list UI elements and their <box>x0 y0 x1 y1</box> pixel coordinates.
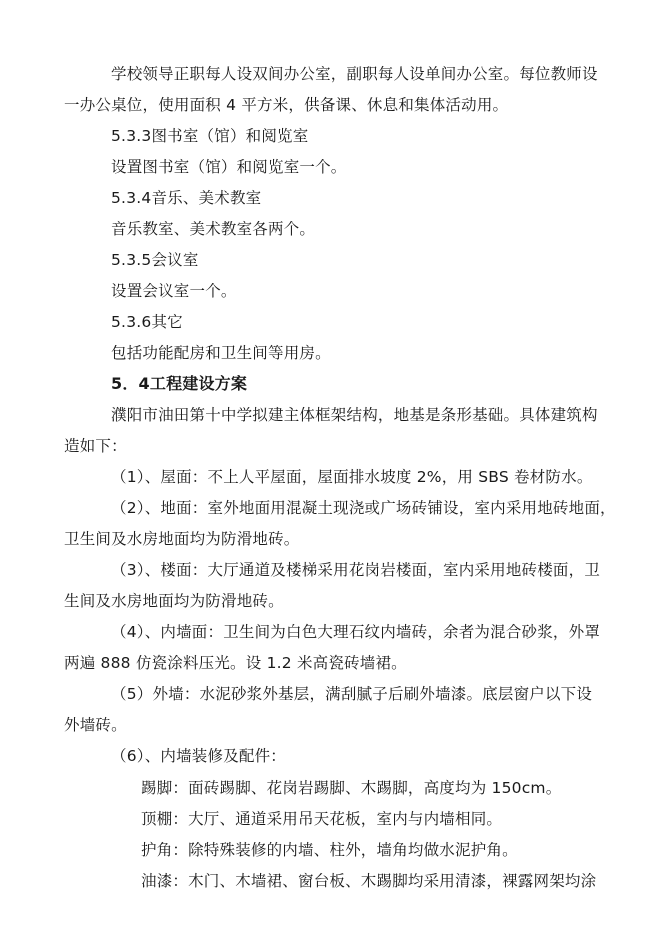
section-533-body: 设置图书室（馆）和阅览室一个。 <box>111 158 347 176</box>
section-534-body: 音乐教室、美术教室各两个。 <box>111 220 316 238</box>
item-outer-wall-line-1: （5）外墙：水泥砂浆外基层，满刮腻子后刷外墙漆。底层窗户以下设 <box>111 685 593 703</box>
decoration-corner-guard: 护角：除特殊装修的内墙、柱外，墙角均做水泥护角。 <box>141 841 518 859</box>
section-536-title: 5.3.6其它 <box>111 313 183 331</box>
intro-line-1: 濮阳市油田第十中学拟建主体框架结构，地基是条形基础。具体建筑构 <box>111 406 598 424</box>
item-outer-wall-line-2: 外墙砖。 <box>64 716 127 734</box>
office-paragraph-line-2: 一办公桌位，使用面积 4 平方米，供备课、休息和集体活动用。 <box>64 96 509 114</box>
item-roof: （1）、屋面：不上人平屋面，屋面排水坡度 2%，用 SBS 卷材防水。 <box>111 468 593 486</box>
section-536-body: 包括功能配房和卫生间等用房。 <box>111 344 331 362</box>
section-534-title: 5.3.4音乐、美术教室 <box>111 189 262 207</box>
item-inner-wall-line-1: （4）、内墙面：卫生间为白色大理石纹内墙砖，余者为混合砂浆，外罩 <box>111 623 601 641</box>
item-floor-line-2: 生间及水房地面均为防滑地砖。 <box>64 592 284 610</box>
item-inner-wall-line-2: 两遍 888 仿瓷涂料压光。设 1.2 米高瓷砖墙裙。 <box>64 654 407 672</box>
item-ground-line-2: 卫生间及水房地面均为防滑地砖。 <box>64 530 300 548</box>
section-533-title: 5.3.3图书室（馆）和阅览室 <box>111 127 309 145</box>
item-decoration: （6）、内墙装修及配件： <box>111 747 287 765</box>
decoration-skirting: 踢脚：面砖踢脚、花岗岩踢脚、木踢脚，高度均为 150cm。 <box>141 779 562 797</box>
section-54-heading: 5．4工程建设方案 <box>111 374 248 393</box>
decoration-paint: 油漆：木门、木墙裙、窗台板、木踢脚均采用清漆，裸露网架均涂 <box>141 872 597 890</box>
office-paragraph-line-1: 学校领导正职每人设双间办公室，副职每人设单间办公室。每位教师设 <box>111 65 598 83</box>
decoration-ceiling: 顶棚：大厅、通道采用吊天花板，室内与内墙相同。 <box>141 810 503 828</box>
section-535-body: 设置会议室一个。 <box>111 282 237 300</box>
section-535-title: 5.3.5会议室 <box>111 251 199 269</box>
item-floor-line-1: （3）、楼面：大厅通道及楼梯采用花岗岩楼面，室内采用地砖楼面，卫 <box>111 561 601 579</box>
item-ground-line-1: （2）、地面：室外地面用混凝土现浇或广场砖铺设，室内采用地砖地面， <box>111 499 616 517</box>
intro-line-2: 造如下： <box>64 437 127 455</box>
